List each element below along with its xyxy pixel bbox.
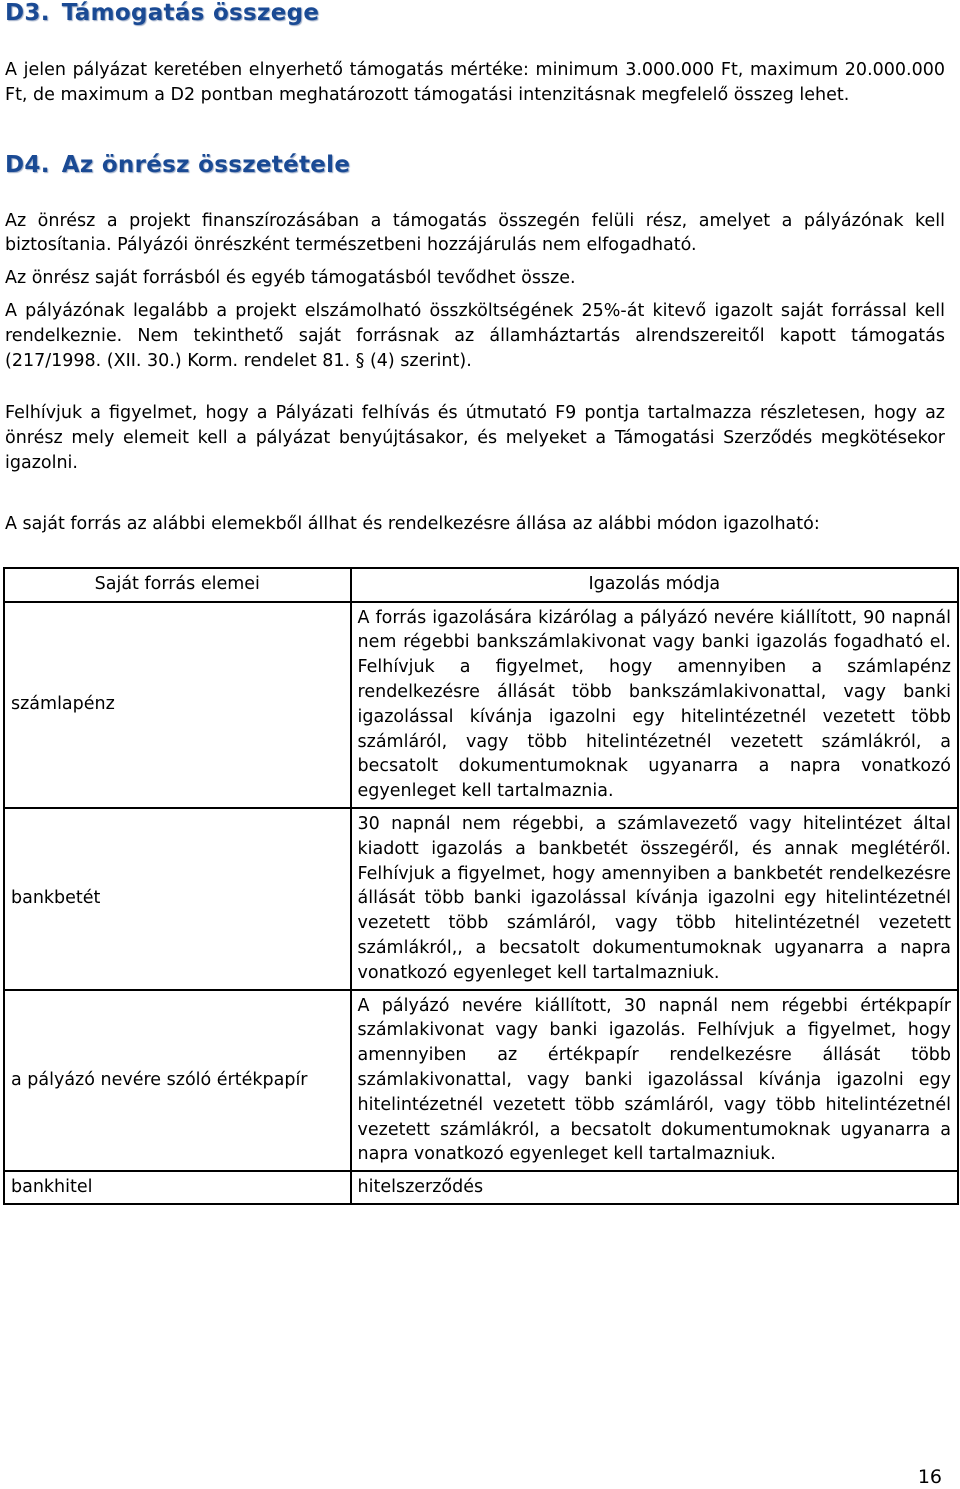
own-source-table [3, 567, 959, 1205]
intro-paragraph: A saját forrás az alábbi elemekből állhat és rendelkezésre állása az alábbi módon igazolható: [5, 513, 820, 534]
section-d4-number: D4. [5, 151, 50, 178]
section-d4-paragraph-1: Az önrész a projekt finanszírozásában a támogatás összegén felüli rész, amelyet a pályázónak kell biztosítania. Pályázói önrészként természetbeni hozzájárulás nem elfogadható. [5, 210, 945, 256]
section-d4-title: Az önrész összetétele [61, 151, 351, 178]
table-cell-proof: 30 napnál nem régebbi, a számlavezető vagy hitelintézet által kiadott igazolás a bankbetét összegéről, és annak meglétéről. Felhívjuk a figyelmet, hogy amennyiben a bankbetét rendelkezésre állását több banki igazolással kívánja igazolni egy hitelintézetnél vezetett több számláról, vagy több hitelintézetnél vezetett számlákról,, a becsatolt dokumentumoknak ugyanarra a napra vonatkozó egyenleget kell tartalmazniuk. [351, 808, 958, 990]
section-d3-paragraph: A jelen pályázat keretében elnyerhető támogatás mértéke: minimum 3.000.000 Ft, maximum 20.000.000 Ft, de maximum a D2 pontban meghatározott támogatási intenzitásnak megfelelő összeg lehet. [5, 60, 945, 105]
notice-paragraph: Felhívjuk a figyelmet, hogy a Pályázati felhívás és útmutató F9 pontja tartalmazza részletesen, hogy az önrész mely elemeit kell a pályázat benyújtásakor, és melyeket a Támogatási Szerződés megkötésekor igazolni. [5, 403, 945, 473]
table-cell-element: bankhitel [4, 1171, 351, 1204]
table-cell-proof: A forrás igazolására kizárólag a pályázó nevére kiállított, 90 napnál nem régebbi bankszámlakivonat vagy banki igazolás fogadható el. Felhívjuk a figyelmet, hogy amennyiben a számlapénz rendelkezésre állását több bankszámlakivonattal, vagy banki igazolással kívánja igazolni egy hitelintézetnél vezetett több számláról, vagy több hitelintézetnél vezetett számlákról, a becsatolt dokumentumoknak ugyanarra a napra vonatkozó egyenleget kell tartalmaznia. [351, 602, 958, 808]
section-d4-heading [5, 152, 945, 178]
table-header-proof: Igazolás módja [351, 568, 958, 602]
document-page [5, 0, 951, 1205]
section-d3-number: D3. [5, 0, 50, 26]
section-d3-title: Támogatás összege [61, 0, 320, 26]
table-row [4, 602, 958, 808]
section-d4-paragraph-3: A pályázónak legalább a projekt elszámolható összköltségének 25%-át kitevő igazolt saját forrással kell rendelkeznie. Nem tekinthető saját forrásnak az államháztartás alrendszereitől kapott támogatás (217/1998. (XII. 30.) Korm. rendelet 81. § (4) szerint). [5, 300, 945, 371]
table-cell-proof: hitelszerződés [351, 1171, 958, 1204]
table-row [4, 1171, 958, 1204]
table-header-element: Saját forrás elemei [4, 568, 351, 602]
table-header-row [4, 568, 958, 602]
page-number: 16 [917, 1466, 942, 1488]
table-cell-proof: A pályázó nevére kiállított, 30 napnál nem régebbi értékpapír számlakivonat vagy banki igazolás. Felhívjuk a figyelmet, hogy amennyiben az értékpapír rendelkezésre állását több számlakivonattal, vagy banki igazolással kívánja igazolni egy hitelintézetnél vezetett több számláról, vagy több hitelintézetnél vezetett számlákról, a becsatolt dokumentumoknak ugyanarra a napra vonatkozó egyenleget kell tartalmazniuk. [351, 990, 958, 1172]
table-row [4, 808, 958, 990]
table-row [4, 990, 958, 1172]
section-d3-heading [5, 0, 945, 26]
section-d4-paragraph-2: Az önrész saját forrásból és egyéb támogatásból tevődhet össze. [5, 268, 576, 289]
table-cell-element: a pályázó nevére szóló értékpapír [4, 990, 351, 1172]
table-cell-element: számlapénz [4, 602, 351, 808]
table-cell-element: bankbetét [4, 808, 351, 990]
